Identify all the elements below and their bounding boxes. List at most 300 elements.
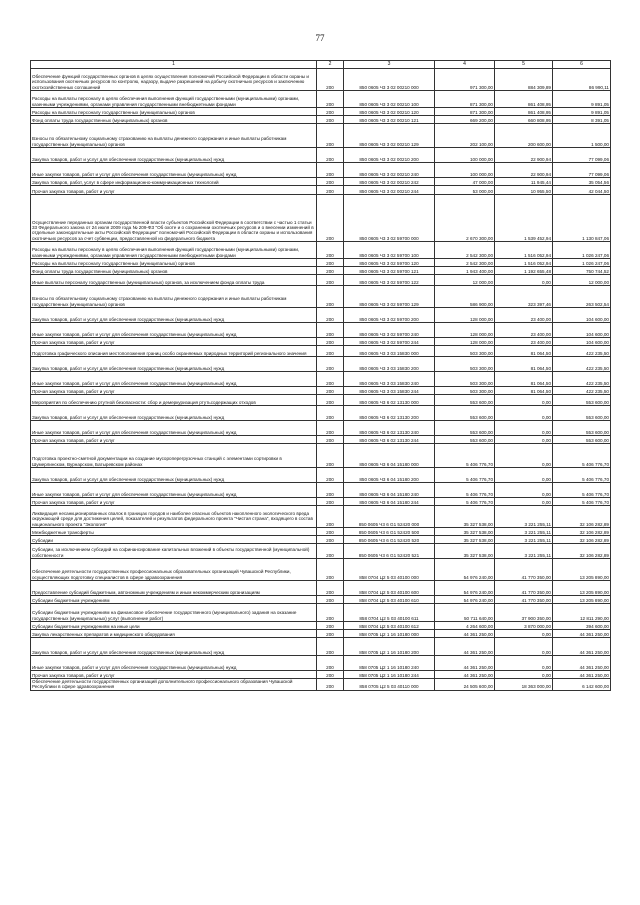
table-row (31, 671, 611, 679)
table-row (31, 308, 611, 323)
row-description: Иные закупки товаров, работ и услуг для обеспечения государственных (муниципальных) нужд (31, 421, 317, 436)
row-approved-amount: 12 000,00 (435, 275, 495, 286)
row-description: Закупка товаров, работ и услуг для обеспечения государственных (муниципальных) нужд (31, 148, 317, 163)
row-remaining-amount: 1 026 247,06 (553, 242, 611, 259)
row-remaining-amount: 13 205 890,00 (553, 559, 611, 581)
row-description: Субсидии бюджетным учреждениям (31, 596, 317, 604)
row-description: Обеспечение функций государственных органов в целях осуществления полномочий Российской Федерации в области охраны и использования охотничьих ресурсов по контролю, надзору, выдаче разрешений на добычу охотничьих ресурсов и заключению охотхозяйственных соглашений (31, 69, 317, 91)
table-row (31, 186, 611, 195)
table-header-row (31, 61, 611, 69)
table-row (31, 116, 611, 124)
table-row (31, 338, 611, 346)
row-remaining-amount: 553 600,00 (553, 395, 611, 406)
table-row (31, 604, 611, 622)
row-executed-amount: 23 400,00 (495, 308, 553, 323)
row-line-code: 200 (317, 357, 344, 372)
row-line-code: 200 (317, 528, 344, 536)
row-line-code: 200 (317, 346, 344, 357)
row-approved-amount: 128 000,00 (435, 338, 495, 346)
row-remaining-amount: 44 361 250,00 (553, 638, 611, 656)
row-line-code: 200 (317, 671, 344, 679)
row-description: Закупка лекарственных препаратов и медицинского оборудования (31, 630, 317, 638)
row-executed-amount: 0,00 (495, 656, 553, 671)
row-remaining-amount: 12 811 290,00 (553, 604, 611, 622)
row-approved-amount: 2 670 300,00 (435, 195, 495, 242)
row-remaining-amount: 104 600,00 (553, 338, 611, 346)
row-approved-amount: 44 361 250,00 (435, 630, 495, 638)
row-executed-amount: 81 064,50 (495, 357, 553, 372)
page-number: 77 (315, 33, 325, 43)
row-executed-amount: 0,00 (495, 671, 553, 679)
row-line-code: 200 (317, 108, 344, 116)
row-approved-amount: 503 300,00 (435, 387, 495, 395)
table-row (31, 275, 611, 286)
row-executed-amount: 660 808,95 (495, 116, 553, 124)
row-line-code: 200 (317, 498, 344, 506)
row-approved-amount: 553 600,00 (435, 395, 495, 406)
row-budget-classification-code: 850 0605 Ч3 3 02 00210 200 (344, 148, 435, 163)
table-row (31, 195, 611, 242)
table-row (31, 638, 611, 656)
row-budget-classification-code: 850 0605 Ч3 3 02 59700 120 (344, 259, 435, 267)
row-approved-amount: 5 406 776,70 (435, 498, 495, 506)
row-description: Закупка товаров, работ, услуг в сфере информационно-коммуникационных технологий (31, 178, 317, 186)
row-budget-classification-code: 850 0605 Ч3 6 02 13130 200 (344, 406, 435, 421)
row-remaining-amount: 32 106 282,89 (553, 506, 611, 528)
row-budget-classification-code: 850 0605 Ч3 3 03 15830 000 (344, 346, 435, 357)
row-description: Расходы на выплаты персоналу государственных (муниципальных) органов (31, 108, 317, 116)
table-row (31, 323, 611, 338)
column-number-2: 2 (317, 61, 344, 69)
row-approved-amount: 553 600,00 (435, 406, 495, 421)
row-line-code: 200 (317, 186, 344, 195)
row-approved-amount: 1 943 400,00 (435, 267, 495, 275)
row-approved-amount: 971 300,00 (435, 69, 495, 91)
row-approved-amount: 35 327 538,00 (435, 536, 495, 544)
row-remaining-amount: 13 205 890,00 (553, 596, 611, 604)
row-approved-amount: 553 600,00 (435, 421, 495, 436)
row-line-code: 200 (317, 679, 344, 691)
row-budget-classification-code: 858 0704 Ц2 5 03 40100 611 (344, 604, 435, 622)
row-line-code: 200 (317, 372, 344, 387)
row-remaining-amount: 77 099,06 (553, 163, 611, 178)
row-remaining-amount: 553 600,00 (553, 421, 611, 436)
row-executed-amount: 884 309,89 (495, 69, 553, 91)
row-line-code: 200 (317, 91, 344, 108)
row-remaining-amount: 394 600,00 (553, 622, 611, 630)
row-budget-classification-code: 850 0605 Ч3 6 02 13130 000 (344, 395, 435, 406)
row-line-code: 200 (317, 323, 344, 338)
table-row (31, 406, 611, 421)
row-description: Иные выплаты персоналу государственных (муниципальных) органов, за исключением фонда оплаты труда (31, 275, 317, 286)
row-budget-classification-code: 858 0705 Ц2 1 16 10180 200 (344, 638, 435, 656)
row-executed-amount: 3 870 000,00 (495, 622, 553, 630)
row-line-code: 200 (317, 195, 344, 242)
row-budget-classification-code: 850 0605 Ч3 3 02 00210 000 (344, 69, 435, 91)
row-budget-classification-code: 850 0605 Ч3 3 02 59700 000 (344, 195, 435, 242)
row-remaining-amount: 104 600,00 (553, 323, 611, 338)
row-executed-amount: 1 539 452,94 (495, 195, 553, 242)
row-line-code: 200 (317, 559, 344, 581)
row-approved-amount: 4 264 600,00 (435, 622, 495, 630)
table-row (31, 656, 611, 671)
row-remaining-amount: 42 044,50 (553, 186, 611, 195)
table-row (31, 108, 611, 116)
row-remaining-amount: 86 990,11 (553, 69, 611, 91)
row-remaining-amount: 13 205 890,00 (553, 581, 611, 596)
row-executed-amount: 11 945,44 (495, 178, 553, 186)
row-remaining-amount: 750 744,52 (553, 267, 611, 275)
row-description: Субсидии бюджетным учреждениям на иные цели (31, 622, 317, 630)
row-line-code: 200 (317, 604, 344, 622)
row-line-code: 200 (317, 267, 344, 275)
row-executed-amount: 22 900,94 (495, 163, 553, 178)
row-approved-amount: 53 000,00 (435, 186, 495, 195)
table-row (31, 468, 611, 483)
row-approved-amount: 5 406 776,70 (435, 444, 495, 468)
table-row (31, 267, 611, 275)
column-number-1: 1 (31, 61, 317, 69)
row-approved-amount: 553 600,00 (435, 436, 495, 444)
row-executed-amount: 41 770 350,00 (495, 596, 553, 604)
row-description: Мероприятия по обеспечению ртутной безопасности: сбор и демеркуризация ртутьсодержащих отходов (31, 395, 317, 406)
row-budget-classification-code: 850 0605 Ч3 3 02 00210 244 (344, 186, 435, 195)
row-approved-amount: 100 000,00 (435, 148, 495, 163)
row-executed-amount: 0,00 (495, 468, 553, 483)
row-executed-amount: 0,00 (495, 630, 553, 638)
row-remaining-amount: 9 891,05 (553, 108, 611, 116)
row-description: Осуществление переданных органам государственной власти субъектов Российской Федерации в соответствии с частью 1 статьи 33 Федерального закона от 24 июля 2009 года № 209-ФЗ "Об охоте и о сохранении охотничьих ресурсов и о внесении изменений в отдельные законодательные акты Российской Федерации" полномочий Российской Федерации в области охраны и использования охотничьих ресурсов за счет субвенции, предоставленной из федерального бюджета (31, 195, 317, 242)
row-description: Взносы по обязательному социальному страхованию на выплаты денежного содержания и иные выплаты работникам государственных (муниципальных) органов (31, 124, 317, 148)
row-approved-amount: 47 000,00 (435, 178, 495, 186)
row-remaining-amount: 35 054,56 (553, 178, 611, 186)
row-executed-amount: 81 064,50 (495, 387, 553, 395)
row-line-code: 200 (317, 259, 344, 267)
row-executed-amount: 1 516 052,94 (495, 259, 553, 267)
row-line-code: 200 (317, 638, 344, 656)
row-description: Ликвидация несанкционированных свалок в границах городов и наиболее опасных объектов накопленного экологического вреда окружающей среде для достижения целей, показателей и результатов федерального проекта "Чистая страна", входящего в состав национального проекта "Экология" (31, 506, 317, 528)
column-number-3: 3 (344, 61, 435, 69)
row-description: Прочая закупка товаров, работ и услуг (31, 387, 317, 395)
row-budget-classification-code: 850 0605 Ч3 6 04 15180 244 (344, 498, 435, 506)
row-description: Прочая закупка товаров, работ и услуг (31, 186, 317, 195)
row-remaining-amount: 422 235,50 (553, 346, 611, 357)
row-approved-amount: 503 300,00 (435, 357, 495, 372)
row-description: Субсидии бюджетным учреждениям на финансовое обеспечение государственного (муниципального) задания на оказание государственных (муниципальных) услуг (выполнение работ) (31, 604, 317, 622)
row-budget-classification-code: 850 0605 Ч3 6 04 15180 000 (344, 444, 435, 468)
row-executed-amount: 22 900,94 (495, 148, 553, 163)
row-line-code: 200 (317, 536, 344, 544)
row-executed-amount: 81 064,50 (495, 346, 553, 357)
table-row (31, 622, 611, 630)
row-remaining-amount: 263 502,54 (553, 286, 611, 308)
row-executed-amount: 0,00 (495, 406, 553, 421)
row-budget-classification-code: 850 0605 Ч3 3 02 59700 100 (344, 242, 435, 259)
table-row (31, 436, 611, 444)
row-description: Обеспечение деятельности государственных организаций дополнительного профессионального образования Чувашской Республики в сфере здравоохранения (31, 679, 317, 691)
row-remaining-amount: 5 406 776,70 (553, 498, 611, 506)
table-row (31, 395, 611, 406)
table-row (31, 346, 611, 357)
table-row (31, 506, 611, 528)
row-line-code: 200 (317, 286, 344, 308)
row-approved-amount: 202 100,00 (435, 124, 495, 148)
row-remaining-amount: 553 600,00 (553, 406, 611, 421)
row-remaining-amount: 77 099,06 (553, 148, 611, 163)
row-line-code: 200 (317, 596, 344, 604)
row-budget-classification-code: 850 0605 Ч3 3 02 59700 244 (344, 338, 435, 346)
row-budget-classification-code: 850 0605 Ч3 3 03 15830 200 (344, 357, 435, 372)
row-remaining-amount: 1 500,00 (553, 124, 611, 148)
table-row (31, 91, 611, 108)
table-row (31, 679, 611, 691)
row-line-code: 200 (317, 483, 344, 498)
row-remaining-amount: 1 130 847,06 (553, 195, 611, 242)
row-description: Закупка товаров, работ и услуг для обеспечения государственных (муниципальных) нужд (31, 638, 317, 656)
row-budget-classification-code: 850 0605 Ч3 3 02 00210 242 (344, 178, 435, 186)
row-executed-amount: 3 221 255,11 (495, 544, 553, 559)
row-budget-classification-code: 850 0605 Ч3 3 02 00210 100 (344, 91, 435, 108)
row-line-code: 200 (317, 421, 344, 436)
row-executed-amount: 23 400,00 (495, 338, 553, 346)
budget-execution-table (30, 60, 611, 691)
table-row (31, 124, 611, 148)
row-line-code: 200 (317, 387, 344, 395)
row-executed-amount: 3 221 255,11 (495, 536, 553, 544)
row-remaining-amount: 44 361 250,00 (553, 656, 611, 671)
row-budget-classification-code: 850 0605 Ч3 6 G1 52420 520 (344, 536, 435, 544)
row-executed-amount: 3 221 255,11 (495, 506, 553, 528)
row-description: Расходы на выплаты персоналу в целях обеспечения выполнения функций государственными (муниципальными) органами, казенными учреждениями, органами управления государственными внебюджетными фондами (31, 242, 317, 259)
row-approved-amount: 871 300,00 (435, 108, 495, 116)
row-approved-amount: 2 542 300,00 (435, 242, 495, 259)
row-approved-amount: 54 976 240,00 (435, 559, 495, 581)
row-budget-classification-code: 850 0605 Ч3 6 G1 52420 000 (344, 506, 435, 528)
row-budget-classification-code: 858 0704 Ц2 5 03 40100 610 (344, 596, 435, 604)
row-approved-amount: 503 300,00 (435, 346, 495, 357)
row-budget-classification-code: 858 0705 Ц2 1 16 10180 244 (344, 671, 435, 679)
row-description: Иные закупки товаров, работ и услуг для обеспечения государственных (муниципальных) нужд (31, 656, 317, 671)
row-budget-classification-code: 858 0705 Ц2 1 16 10180 240 (344, 656, 435, 671)
row-approved-amount: 5 406 776,70 (435, 468, 495, 483)
row-remaining-amount: 1 026 247,06 (553, 259, 611, 267)
row-budget-classification-code: 850 0605 Ч3 3 03 15830 244 (344, 387, 435, 395)
row-executed-amount: 200 600,00 (495, 124, 553, 148)
row-description: Подготовка графического описания местоположения границ особо охраняемых природных территорий регионального значения (31, 346, 317, 357)
row-description: Прочая закупка товаров, работ и услуг (31, 498, 317, 506)
row-executed-amount: 0,00 (495, 638, 553, 656)
table-row (31, 536, 611, 544)
row-line-code: 200 (317, 544, 344, 559)
row-line-code: 200 (317, 506, 344, 528)
row-executed-amount: 41 770 350,00 (495, 559, 553, 581)
row-description: Взносы по обязательному социальному страхованию на выплаты денежного содержания и иные выплаты работникам государственных (муниципальных) органов (31, 286, 317, 308)
row-approved-amount: 35 327 538,00 (435, 544, 495, 559)
row-description: Иные закупки товаров, работ и услуг для обеспечения государственных (муниципальных) нужд (31, 483, 317, 498)
table-row (31, 387, 611, 395)
table-row (31, 559, 611, 581)
row-remaining-amount: 422 235,50 (553, 372, 611, 387)
column-number-4: 4 (435, 61, 495, 69)
row-budget-classification-code: 858 0704 Ц2 5 03 40100 612 (344, 622, 435, 630)
row-description: Фонд оплаты труда государственных (муниципальных) органов (31, 116, 317, 124)
table-row (31, 596, 611, 604)
row-approved-amount: 44 361 250,00 (435, 671, 495, 679)
column-number-5: 5 (495, 61, 553, 69)
row-remaining-amount: 422 235,50 (553, 387, 611, 395)
table-row (31, 259, 611, 267)
row-description: Иные закупки товаров, работ и услуг для обеспечения государственных (муниципальных) нужд (31, 323, 317, 338)
row-approved-amount: 669 200,00 (435, 116, 495, 124)
row-executed-amount: 23 400,00 (495, 323, 553, 338)
row-budget-classification-code: 850 0605 Ч3 6 G1 52420 521 (344, 544, 435, 559)
row-budget-classification-code: 850 0605 Ч3 3 02 59700 240 (344, 323, 435, 338)
table-row (31, 372, 611, 387)
row-approved-amount: 54 976 240,00 (435, 581, 495, 596)
row-line-code: 200 (317, 242, 344, 259)
table-row (31, 528, 611, 536)
row-description: Расходы на выплаты персоналу в целях обеспечения выполнения функций государственными (муниципальными) органами, казенными учреждениями, органами управления государственными внебюджетными фондами (31, 91, 317, 108)
row-line-code: 200 (317, 656, 344, 671)
row-remaining-amount: 32 106 282,89 (553, 536, 611, 544)
row-executed-amount: 1 192 655,48 (495, 267, 553, 275)
row-remaining-amount: 32 106 282,89 (553, 528, 611, 536)
row-approved-amount: 503 300,00 (435, 372, 495, 387)
row-description: Субсидии, за исключением субсидий на софинансирование капитальных вложений в объекты государственной (муниципальной) собственности (31, 544, 317, 559)
row-approved-amount: 100 000,00 (435, 163, 495, 178)
row-line-code: 200 (317, 468, 344, 483)
row-description: Закупка товаров, работ и услуг для обеспечения государственных (муниципальных) нужд (31, 357, 317, 372)
table-row (31, 178, 611, 186)
row-executed-amount: 0,00 (495, 421, 553, 436)
row-line-code: 200 (317, 69, 344, 91)
row-approved-amount: 128 000,00 (435, 308, 495, 323)
row-line-code: 200 (317, 275, 344, 286)
row-budget-classification-code: 850 0605 Ч3 3 02 59700 129 (344, 286, 435, 308)
row-budget-classification-code: 850 0605 Ч3 3 02 00210 240 (344, 163, 435, 178)
row-remaining-amount: 32 106 282,89 (553, 544, 611, 559)
row-executed-amount: 10 955,50 (495, 186, 553, 195)
row-description: Иные закупки товаров, работ и услуг для обеспечения государственных (муниципальных) нужд (31, 372, 317, 387)
row-approved-amount: 44 361 250,00 (435, 638, 495, 656)
row-approved-amount: 871 300,00 (435, 91, 495, 108)
row-line-code: 200 (317, 178, 344, 186)
row-budget-classification-code: 850 0605 Ч3 6 04 15180 200 (344, 468, 435, 483)
row-remaining-amount: 8 391,05 (553, 116, 611, 124)
row-approved-amount: 35 327 538,00 (435, 528, 495, 536)
column-number-6: 6 (553, 61, 611, 69)
row-approved-amount: 24 505 600,00 (435, 679, 495, 691)
row-remaining-amount: 5 406 776,70 (553, 468, 611, 483)
table-row (31, 544, 611, 559)
row-remaining-amount: 5 406 776,70 (553, 444, 611, 468)
row-line-code: 200 (317, 163, 344, 178)
row-executed-amount: 18 363 000,00 (495, 679, 553, 691)
row-budget-classification-code: 858 0705 Ц2 1 16 10180 000 (344, 630, 435, 638)
row-description: Прочая закупка товаров, работ и услуг (31, 436, 317, 444)
row-remaining-amount: 553 600,00 (553, 436, 611, 444)
row-description: Закупка товаров, работ и услуг для обеспечения государственных (муниципальных) нужд (31, 468, 317, 483)
row-approved-amount: 54 976 240,00 (435, 596, 495, 604)
row-remaining-amount: 44 361 250,00 (553, 630, 611, 638)
row-description: Закупка товаров, работ и услуг для обеспечения государственных (муниципальных) нужд (31, 406, 317, 421)
table-row (31, 286, 611, 308)
row-remaining-amount: 44 361 250,00 (553, 671, 611, 679)
row-executed-amount: 0,00 (495, 275, 553, 286)
row-remaining-amount: 12 000,00 (553, 275, 611, 286)
row-approved-amount: 586 900,00 (435, 286, 495, 308)
row-budget-classification-code: 850 0605 Ч3 6 02 13130 244 (344, 436, 435, 444)
row-budget-classification-code: 850 0605 Ч3 3 02 59700 121 (344, 267, 435, 275)
row-description: Предоставление субсидий бюджетным, автономным учреждениям и иным некоммерческим организациям (31, 581, 317, 596)
table-row (31, 630, 611, 638)
row-executed-amount: 0,00 (495, 444, 553, 468)
row-budget-classification-code: 858 0704 Ц2 5 03 40100 000 (344, 559, 435, 581)
table-row (31, 483, 611, 498)
row-line-code: 200 (317, 444, 344, 468)
table-row (31, 163, 611, 178)
row-line-code: 200 (317, 148, 344, 163)
row-line-code: 200 (317, 622, 344, 630)
row-approved-amount: 50 711 640,00 (435, 604, 495, 622)
row-line-code: 200 (317, 395, 344, 406)
row-executed-amount: 861 408,95 (495, 91, 553, 108)
row-remaining-amount: 5 406 776,70 (553, 483, 611, 498)
row-description: Субсидии (31, 536, 317, 544)
row-budget-classification-code: 850 0605 Ч3 6 04 15180 240 (344, 483, 435, 498)
row-description: Обеспечение деятельности государственных профессиональных образовательных организаций Чувашской Республики, осуществляющих подготовку специалистов в сфере здравоохранения (31, 559, 317, 581)
row-budget-classification-code: 850 0605 Ч3 3 02 59700 200 (344, 308, 435, 323)
row-budget-classification-code: 850 0605 Ч3 6 02 13130 240 (344, 421, 435, 436)
row-remaining-amount: 9 891,05 (553, 91, 611, 108)
row-executed-amount: 3 221 255,11 (495, 528, 553, 536)
table-row (31, 242, 611, 259)
row-remaining-amount: 104 600,00 (553, 308, 611, 323)
row-approved-amount: 44 361 250,00 (435, 656, 495, 671)
row-approved-amount: 2 542 300,00 (435, 259, 495, 267)
table-row (31, 357, 611, 372)
row-remaining-amount: 6 142 600,00 (553, 679, 611, 691)
row-budget-classification-code: 850 0605 Ч3 3 02 59700 122 (344, 275, 435, 286)
table-row (31, 148, 611, 163)
row-executed-amount: 0,00 (495, 498, 553, 506)
row-budget-classification-code: 858 0704 Ц2 5 03 40100 600 (344, 581, 435, 596)
row-budget-classification-code: 850 0605 Ч3 3 03 15830 240 (344, 372, 435, 387)
row-executed-amount: 323 397,46 (495, 286, 553, 308)
row-description: Межбюджетные трансферты (31, 528, 317, 536)
row-executed-amount: 861 408,95 (495, 108, 553, 116)
row-line-code: 200 (317, 116, 344, 124)
table-row (31, 444, 611, 468)
row-line-code: 200 (317, 630, 344, 638)
row-description: Расходы на выплаты персоналу государственных (муниципальных) органов (31, 259, 317, 267)
table-row (31, 581, 611, 596)
row-budget-classification-code: 850 0605 Ч3 6 G1 52420 500 (344, 528, 435, 536)
row-executed-amount: 1 516 052,94 (495, 242, 553, 259)
row-approved-amount: 5 406 776,70 (435, 483, 495, 498)
table-row (31, 421, 611, 436)
row-line-code: 200 (317, 308, 344, 323)
row-executed-amount: 41 770 350,00 (495, 581, 553, 596)
row-description: Иные закупки товаров, работ и услуг для обеспечения государственных (муниципальных) нужд (31, 163, 317, 178)
row-description: Фонд оплаты труда государственных (муниципальных) органов (31, 267, 317, 275)
row-remaining-amount: 422 235,50 (553, 357, 611, 372)
row-line-code: 200 (317, 124, 344, 148)
row-description: Подготовка проектно-сметной документации на создание мусороперегрузочных станций с элементами сортировки в Шумерлинском, Вурнарском, Батыревском районах (31, 444, 317, 468)
row-approved-amount: 35 327 538,00 (435, 506, 495, 528)
row-budget-classification-code: 858 0705 Ц2 5 03 40110 000 (344, 679, 435, 691)
row-approved-amount: 128 000,00 (435, 323, 495, 338)
